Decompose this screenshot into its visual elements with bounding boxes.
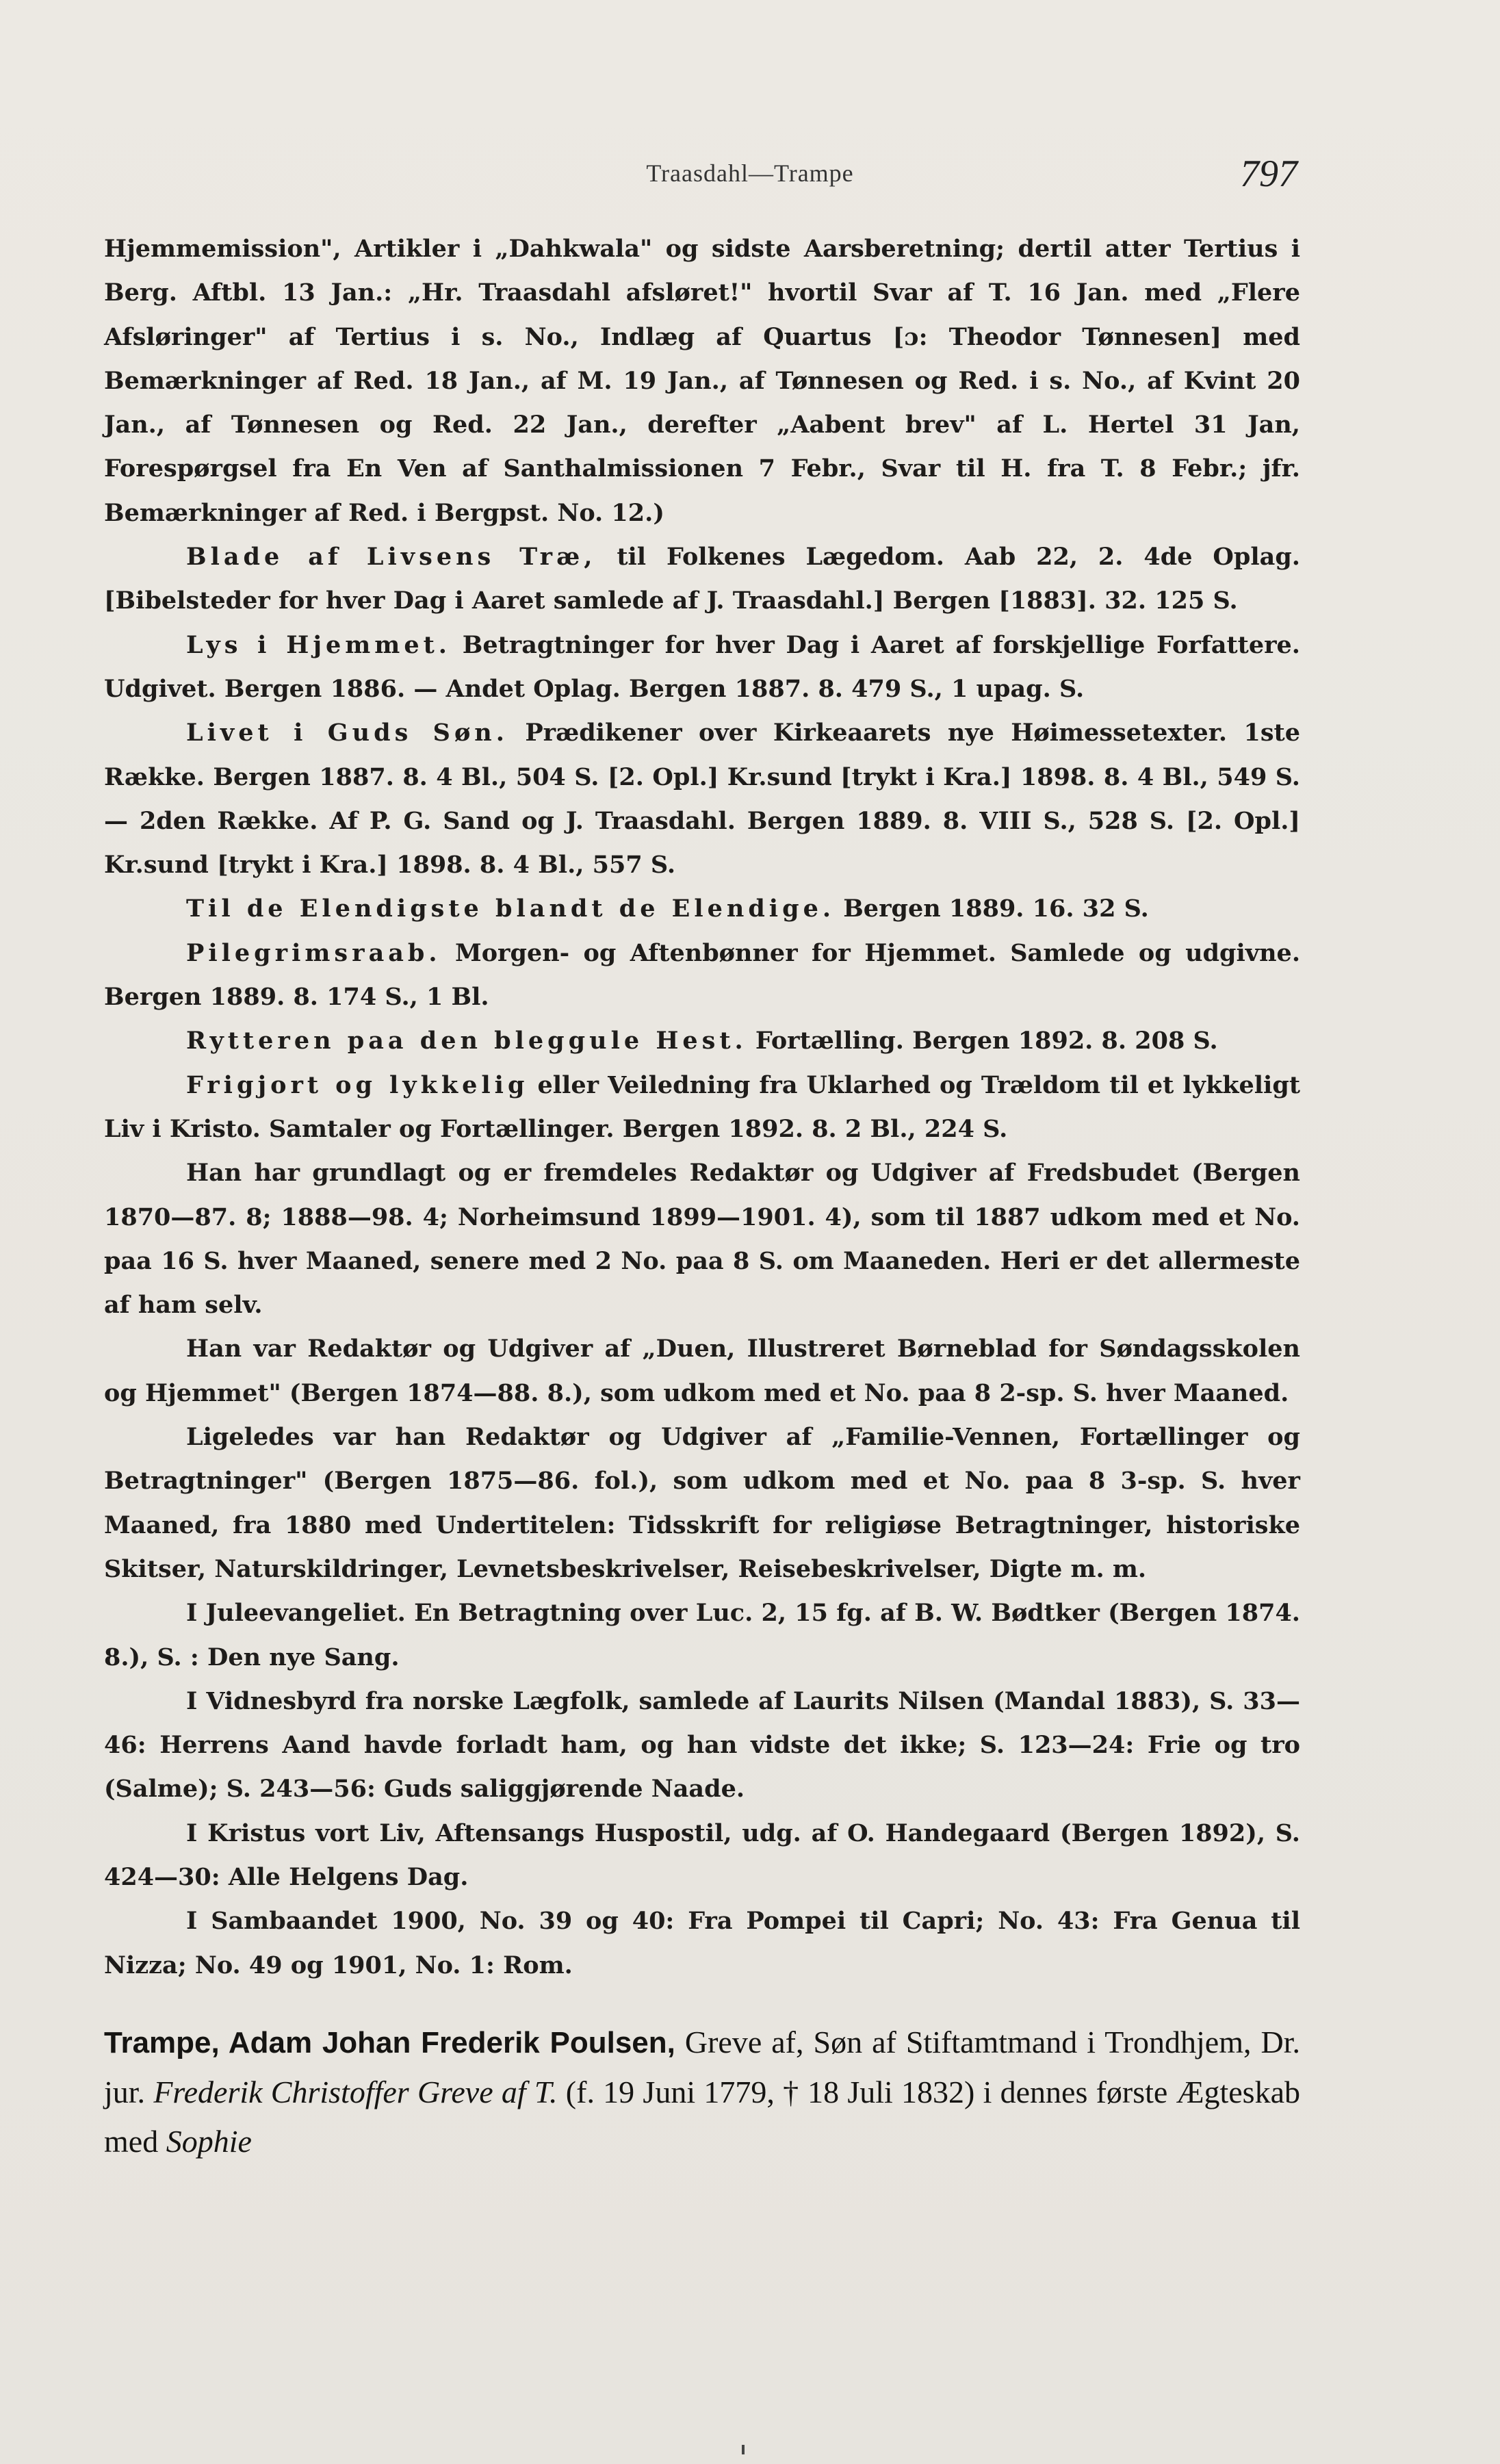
entry-heading: Trampe, Adam Johan Frederik Poulsen, [104, 2025, 675, 2059]
bibliography-item [104, 711, 1300, 887]
bibliography-item [104, 1064, 1300, 1152]
bibliography-item [104, 932, 1300, 1020]
editor-paragraph: Ligeledes var han Redaktør og Udgiver af „Familie-Vennen, Fortællinger og Betragtninger" (Bergen 1875—86. fol.), som udkom med et No. paa 8 3-sp. S. hver Maaned, fra 1880 med Undertitelen: Tidsskrift for religiøse Betragtninger, historiske Skitser, Naturskildringer, Levnetsbeskrivelser, Reisebeskrivelser, Digte m. m. [104, 1423, 1300, 1583]
item-details: Prædikener over Kirkeaarets nye Høimessetexter. 1ste Række. Bergen 1887. 8. 4 Bl., 504 S. [2. Opl.] Kr.sund [trykt i Kra.] 1898. 8. 4 Bl., 549 S. — 2den Række. Af P. G. Sand og J. Traasdahl. Bergen 1889. 8. VIII S., 528 S. [2. Opl.] Kr.sund [trykt i Kra.] 1898. 8. 4 Bl., 557 S. [104, 719, 1300, 880]
item-details: til Folkenes Lægedom. Aab 22, 2. 4de Oplag. [Bibelsteder for hver Dag i Aaret samlede af J. Traasdahl.] Bergen [1883]. 32. 125 S. [104, 543, 1300, 615]
contribution-item: I Vidnesbyrd fra norske Lægfolk, samlede af Laurits Nilsen (Mandal 1883), S. 33—46: Herrens Aand havde forladt ham, og han vidste det ikke; S. 123—24: Frie og tro (Salme); S. 243—56: Guds saliggjørende Naade. [104, 1686, 1300, 1804]
item-details: Betragtninger for hver Dag i Aaret af forskjellige Forfattere. Udgivet. Bergen 1886. — Andet Oplag. Bergen 1887. 8. 479 S., 1 upag. S. [104, 630, 1300, 703]
item-title: Lys i Hjemmet. [186, 630, 451, 659]
entry-italic-name: Frederik Christoffer Greve af T. [153, 2074, 558, 2109]
item-details: Fortælling. Bergen 1892. 8. 208 S. [747, 1027, 1218, 1055]
bibliography-item [104, 624, 1300, 712]
item-title: Til de Elendigste blandt de Elendige. [186, 895, 836, 923]
entry-italic-name: Sophie [166, 2123, 252, 2159]
entry-text: (f. 19 Juni 1779, † 18 Juli 1832) i dennes første Ægteskab med [104, 2074, 1301, 2159]
continued-paragraph: Hjemmemission", Artikler i „Dahkwala" og sidste Aarsberetning; dertil atter Tertius i Berg. Aftbl. 13 Jan.: „Hr. Traasdahl afsløret!" hvortil Svar af T. 16 Jan. med „Flere Afsløringer" af Tertius i s. No., Indlæg af Quartus [ɔ: Theodor Tønnesen] med Bemærkninger af Red. 18 Jan., af M. 19 Jan., af Tønnesen og Red. i s. No., af Kvint 20 Jan., af Tønnesen og Red. 22 Jan., derefter „Aabent brev" af L. Hertel 31 Jan, Forespørgsel fra En Ven af Santhalmissionen 7 Febr., Svar til H. fra T. 8 Febr.; jfr. Bemærkninger af Red. i Bergpst. No. 12.) [104, 235, 1300, 527]
item-details: eller Veiledning fra Uklarhed og Trældom til et lykkeligt Liv i Kristo. Samtaler og Fortællinger. Bergen 1892. 8. 2 Bl., 224 S. [104, 1070, 1300, 1143]
editor-paragraph: Han var Redaktør og Udgiver af „Duen, Illustreret Børneblad for Søndagsskolen og Hjemmet" (Bergen 1874—88. 8.), som udkom med et No. paa 8 2-sp. S. hver Maaned. [104, 1335, 1300, 1407]
item-title: Rytteren paa den bleggule Hest. [186, 1027, 747, 1055]
item-details: Bergen 1889. 16. 32 S. [835, 895, 1149, 923]
new-biography-entry [104, 2018, 1300, 2166]
contribution-item: I Sambaandet 1900, No. 39 og 40: Fra Pompei til Capri; No. 43: Fra Genua til Nizza; No. 49 og 1901, No. 1: Rom. [104, 1907, 1300, 1979]
item-title: Livet i Guds Søn. [186, 719, 508, 747]
page-number: 797 [1240, 153, 1297, 195]
running-head: Traasdahl—Trampe [646, 159, 854, 187]
body-text [104, 227, 1300, 2198]
editor-paragraph: Han har grundlagt og er fremdeles Redaktør og Udgiver af Fredsbudet (Bergen 1870—87. 8; 1888—98. 4; Norheimsund 1899—1901. 4), som til 1887 udkom med et No. paa 16 S. hver Maaned, senere med 2 No. paa 8 S. om Maaneden. Heri er det allermeste af ham selv. [104, 1159, 1300, 1320]
bibliography-item [104, 887, 1300, 931]
page-header [0, 152, 1500, 200]
entry-text: Greve af, Søn af Stiftamtmand i Trondhjem, Dr. jur. [104, 2024, 1300, 2109]
item-title: Pilegrimsraab. [186, 938, 441, 967]
bibliography-item [104, 535, 1300, 624]
printer-mark [742, 2445, 745, 2454]
item-details: Morgen- og Aftenbønner for Hjemmet. Samlede og udgivne. Bergen 1889. 8. 174 S., 1 Bl. [104, 938, 1300, 1012]
item-title: Blade af Livsens Træ, [186, 543, 597, 572]
contribution-item: I Kristus vort Liv, Aftensangs Huspostil, udg. af O. Handegaard (Bergen 1892), S. 424—30: Alle Helgens Dag. [104, 1819, 1300, 1891]
bibliography-item [104, 1019, 1300, 1063]
contribution-item: I Juleevangeliet. En Betragtning over Luc. 2, 15 fg. af B. W. Bødtker (Bergen 1874. 8.), S. : Den nye Sang. [104, 1599, 1300, 1671]
item-title: Frigjort og lykkelig [186, 1070, 529, 1099]
